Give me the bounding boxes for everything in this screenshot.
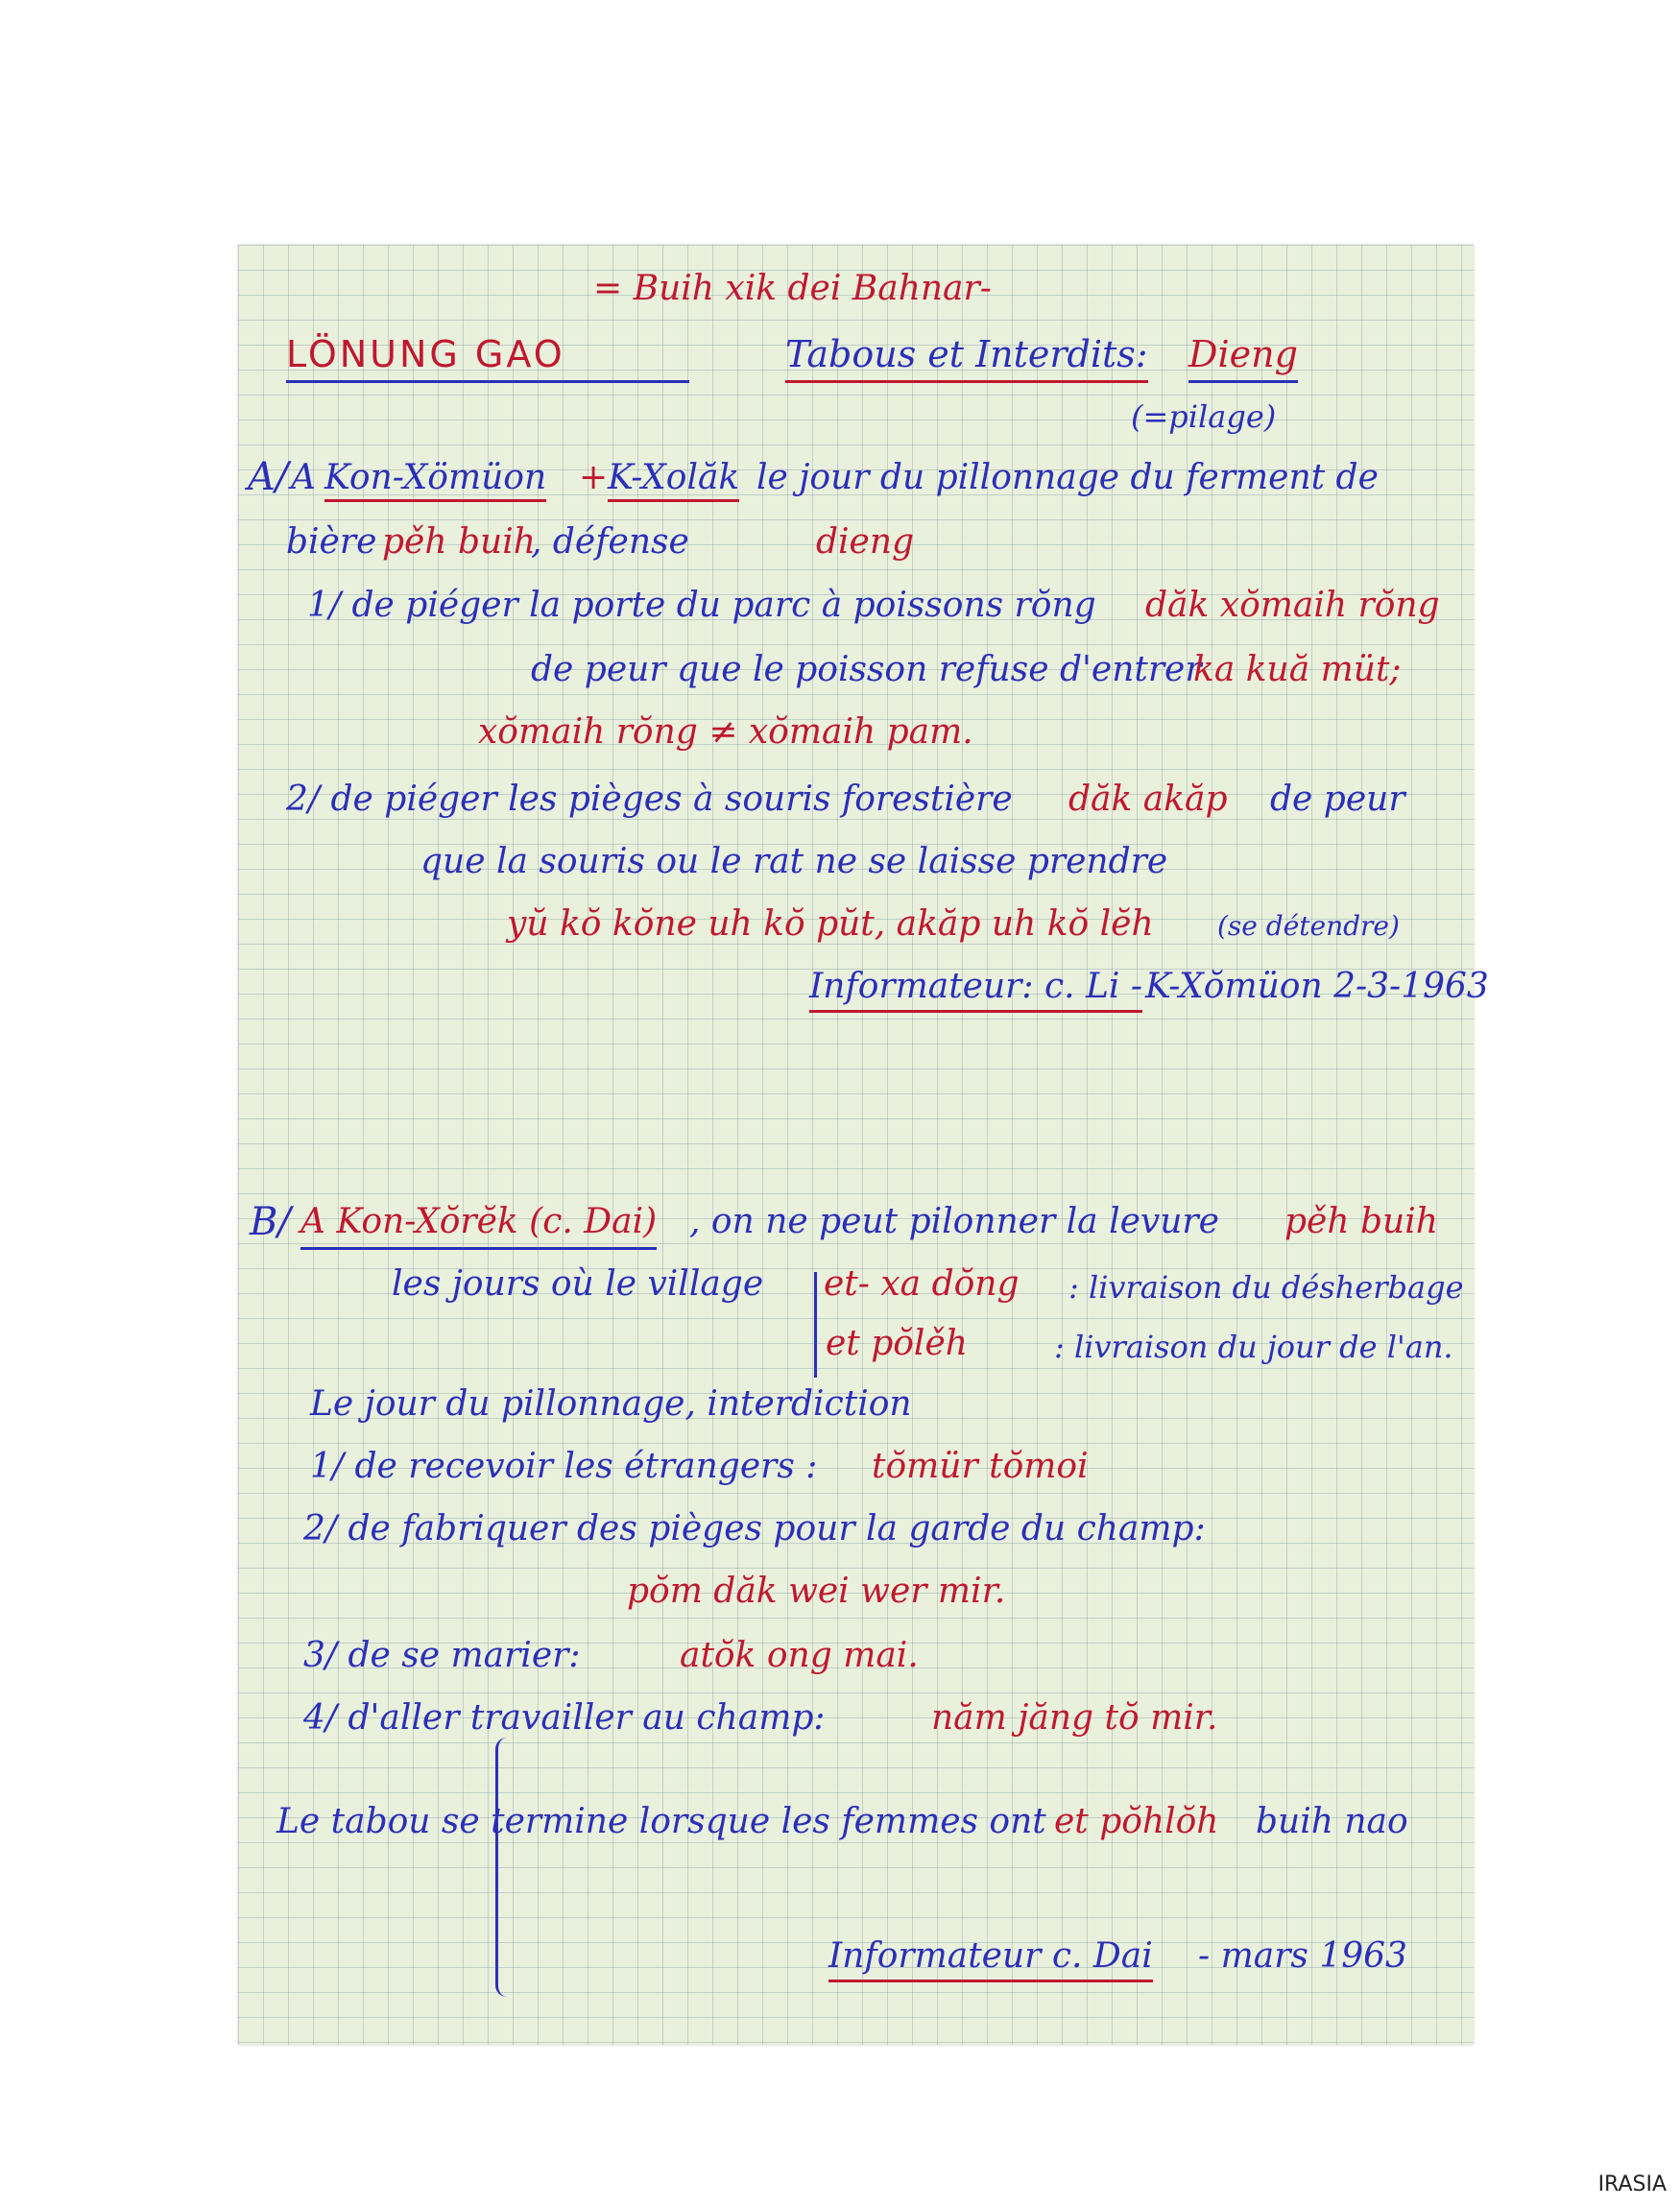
section-a-line2-b: , défense (531, 522, 689, 562)
prohibition-4-red: năm jăng tŏ mir. (931, 1698, 1218, 1738)
section-b-line4: Le jour du pillonnage, interdiction (310, 1384, 912, 1424)
title-right-word: Dieng (1188, 336, 1298, 383)
item1-line-b: de peur que le poisson refuse d'entrer (531, 650, 1202, 689)
section-b-line1-red2: pěh buih (1284, 1202, 1438, 1241)
prohibition-1-red: tŏmür tŏmoi (872, 1447, 1089, 1486)
bracket-bar (814, 1272, 817, 1378)
section-b-line2-red: et- xa dŏng (824, 1264, 1020, 1304)
grouping-brace (495, 1738, 512, 1997)
item2-paren: (se détendre) (1217, 910, 1400, 942)
section-b-marker: B/ (250, 1200, 291, 1244)
section-b-line1-red: A Kon-Xŏrĕk (c. Dai) (300, 1205, 657, 1250)
section-b-line1-rest: , on ne peut pilonner la levure (689, 1202, 1219, 1241)
irasia-watermark: IRASIA (1597, 2172, 1667, 2196)
informant-a-rest: K-Xŏmüon 2-3-1963 (1145, 967, 1489, 1006)
item2-line-c: que la souris ou le rat ne se laisse prendre (420, 842, 1168, 881)
section-a-line2-a: bière (286, 522, 377, 562)
plus-sign: + (579, 458, 609, 497)
item2-red: dăk akăp (1068, 780, 1228, 819)
section-b-line2-a: les jours où le village (392, 1264, 764, 1304)
item1-red: dăk xŏmaih rŏng (1145, 586, 1440, 625)
section-a-line1-a: A (291, 458, 316, 497)
ending-line-red: et pŏhlŏh (1054, 1802, 1219, 1841)
section-b-line3-b: : livraison du jour de l'an. (1054, 1329, 1453, 1365)
prohibition-3: 3/ de se marier: (303, 1636, 581, 1675)
item2-red2: yŭ kŏ kŏne uh kŏ pŭt, akăp uh kŏ lĕh (507, 904, 1154, 944)
section-b-line3-red: et pŏlěh (826, 1324, 968, 1363)
ending-line-b: buih nao (1256, 1802, 1408, 1841)
prohibition-4: 4/ d'aller travailler au champ: (303, 1698, 826, 1738)
prohibition-2: 2/ de fabriquer des pièges pour la garde du champ: (303, 1509, 1206, 1548)
prohibition-1: 1/ de recevoir les étrangers : (310, 1447, 818, 1486)
informant-b-rest: - mars 1963 (1198, 1936, 1407, 1976)
item1-red2: ka kuă müt; (1193, 650, 1402, 689)
section-a-line2-red2: dieng (816, 522, 915, 562)
section-b-line2-b: : livraison du désherbage (1068, 1269, 1464, 1306)
item1-line-c: xŏmaih rŏng ≠ xŏmaih pam. (478, 712, 973, 752)
title-right-prefix: Tabous et Interdits: (785, 336, 1148, 383)
place-k-xolak: K-Xolăk (608, 461, 739, 502)
index-card (238, 245, 1489, 2045)
item2-line-a: 2/ de piéger les pièges à souris forestière (286, 780, 1013, 819)
subtitle: = Buih xik dei Bahnar- (593, 269, 992, 308)
place-kon-xomuon: Kon-Xömüon (324, 461, 546, 502)
title-left: LÖNUNG GAO (286, 336, 689, 383)
section-a-marker: A/ (248, 455, 289, 499)
ending-line-a: Le tabou se termine lorsque les femmes ont (276, 1802, 1046, 1841)
section-a-line2-red: pěh buih (382, 522, 536, 562)
informant-b-label: Informateur c. Dai (828, 1939, 1153, 1982)
item1-line-a: 1/ de piéger la porte du parc à poissons rŏng (307, 586, 1096, 625)
prohibition-3-red: atŏk ong mai. (680, 1636, 919, 1675)
section-a-line1-rest: le jour du pillonnage du ferment de (756, 458, 1379, 497)
pilage-note: (=pilage) (1131, 398, 1277, 435)
prohibition-2-red: pŏm dăk wei wer mir. (627, 1572, 1006, 1611)
item2-line-b: de peur (1270, 780, 1405, 819)
informant-a-label: Informateur: c. Li - (809, 970, 1142, 1013)
